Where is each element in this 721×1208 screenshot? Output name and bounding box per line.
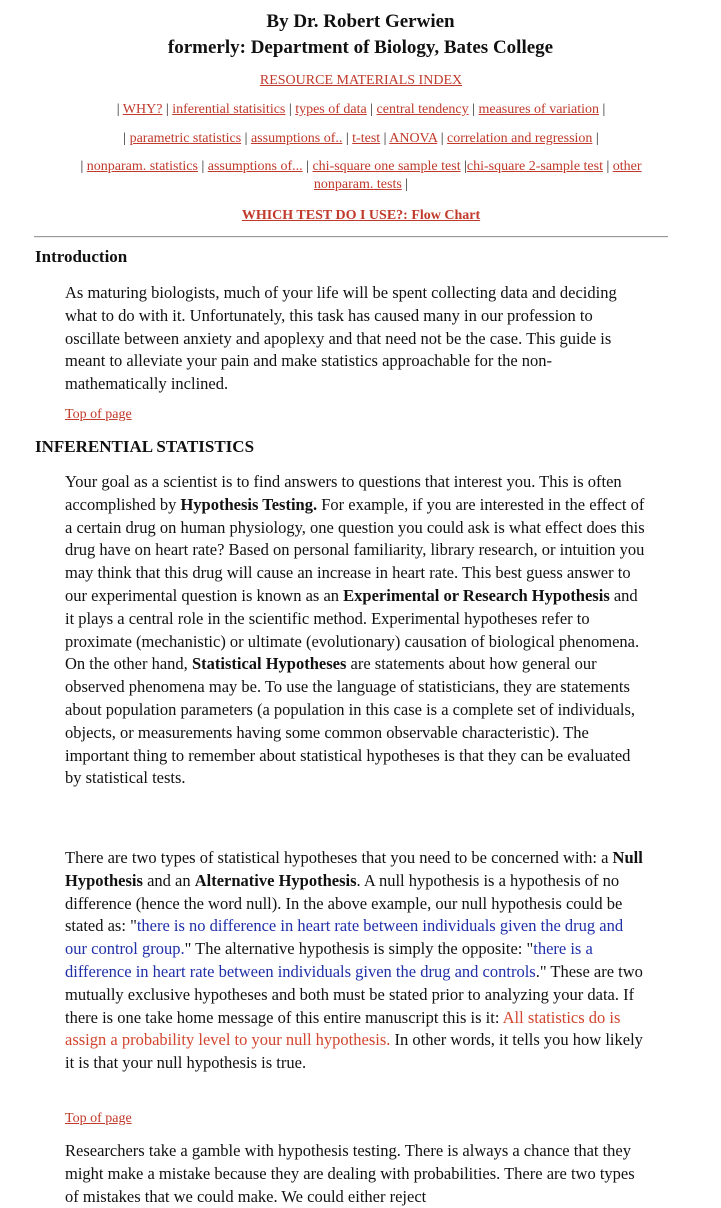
nav-link-anova[interactable]: ANOVA xyxy=(389,131,438,146)
top-of-page-link-2[interactable]: Top of page xyxy=(65,1111,132,1126)
affiliation-heading: formerly: Department of Biology, Bates College xyxy=(167,37,554,58)
nav-link-measures-of-variation[interactable]: measures of variation xyxy=(478,102,599,117)
introduction-paragraph: As maturing biologists, much of your life will be spent collecting data and deciding what to do with it. Unfortunately, this task has caused many in our profession to oscillate between anxiety and apoplexy and that need not be the case. This guide is meant to alleviate your pain and make statistics approachable for the non-mathematically inclined. xyxy=(65,283,617,394)
nav-row-1: | WHY? | inferential statisitics | types of data | central tendency | measures of variation | xyxy=(116,102,606,117)
nav-link-parametric-assumptions[interactable]: assumptions of.. xyxy=(250,131,343,146)
flowchart-nav xyxy=(50,207,672,225)
flowchart-link[interactable]: WHICH TEST DO I USE?: Flow Chart xyxy=(241,208,481,223)
null-hypothesis-paragraph: There are two types of statistical hypotheses that you need to be concerned with: a Null Hypothesis and an Alternative Hypothesis. A null hypothesis is a hypothesis of no difference (hence the word null). In the above example, our null hypothesis could be stated as: "there is no difference in heart rate between individuals given the drug and our control group." The alternative hypothesis is simply the opposite: "there is a difference in heart rate between individuals given the drug and controls." These are two mutually exclusive hypotheses and both must be stated prior to analyzing your data. If there is one take home message of this entire manuscript this is it: All statistics do is assign a probability level to your null hypothesis. In other words, it tells you how likely it is that your null hypothesis is true. xyxy=(65,848,643,1073)
resource-index-link[interactable]: RESOURCE MATERIALS INDEX xyxy=(259,73,463,88)
nav-link-chi-square-two-sample[interactable]: chi-square 2-sample test xyxy=(466,159,603,174)
nav-link-nonparam-statistics[interactable]: nonparam. statistics xyxy=(86,159,198,174)
nav-row-3: | nonparam. statistics | assumptions of... | chi-square one sample test |chi-square 2-sample test | other nonparam. tests | xyxy=(80,159,642,192)
nav-link-central-tendency[interactable]: central tendency xyxy=(376,102,469,117)
alternative-hypothesis-example: there is a difference in heart rate between individuals given the drug and controls xyxy=(65,939,593,981)
hypothesis-gamble-paragraph: Researchers take a gamble with hypothesis testing. There is always a chance that they might make a mistake because they are dealing with probabilities. There are two types of mistakes that we could make. We could either reject xyxy=(65,1141,635,1206)
term-experimental-hypothesis: Experimental or Research Hypothesis xyxy=(343,585,610,605)
term-null-hypothesis: Null Hypothesis xyxy=(65,848,643,890)
nav-link-chi-square-one-sample[interactable]: chi-square one sample test xyxy=(312,159,461,174)
hypothesis-testing-paragraph: Your goal as a scientist is to find answers to questions that interest you. This is often accomplished by Hypothesis Testing. For example, if you are interested in the effect of a certain drug on human physiology, one question you could ask is what effect does this drug have on heart rate? Based on personal familiarity, library research, or intuition you may think that this drug will cause an increase in heart rate. This best guess answer to our experimental question is known as an Experimental or Research Hypothesis and it plays a central role in the scientific method. Experimental hypotheses refer to proximate (mechanistic) or ultimate (evolutionary) causation of biological phenomena. On the other hand, Statistical Hypotheses are statements about how general our observed phenomena may be. To use the language of statisticians, they are statements about population parameters (a population in this case is a complete set of individuals, objects, or measurements having some common observable characteristic). The important thing to remember about statistical hypotheses is that they can be evaluated by statistical tests. xyxy=(65,472,645,788)
author-heading: By Dr. Robert Gerwien xyxy=(266,11,455,32)
null-hypothesis-example: there is no difference in heart rate between individuals given the drug and our control group. xyxy=(65,916,624,959)
nav-link-inferential[interactable]: inferential statisitics xyxy=(172,102,286,117)
nav-link-types-of-data[interactable]: types of data xyxy=(295,102,367,117)
nav-link-t-test[interactable]: t-test xyxy=(352,131,381,146)
inferential-statistics-heading: INFERENTIAL STATISTICS xyxy=(35,437,255,456)
nav-link-nonparam-assumptions[interactable]: assumptions of... xyxy=(207,159,303,174)
term-statistical-hypotheses: Statistical Hypotheses xyxy=(191,654,347,674)
term-hypothesis-testing: Hypothesis Testing. xyxy=(180,494,318,514)
nav-row-2: | parametric statistics | assumptions of.. | t-test | ANOVA | correlation and regression | xyxy=(123,131,599,146)
divider xyxy=(34,236,668,238)
nav-link-other-nonparam-tests[interactable]: other nonparam. tests xyxy=(313,159,642,192)
introduction-heading: Introduction xyxy=(35,247,128,266)
term-alternative-hypothesis: Alternative Hypothesis xyxy=(194,870,357,890)
nav-link-parametric-statistics[interactable]: parametric statistics xyxy=(129,131,242,146)
nav-link-correlation-regression[interactable]: correlation and regression xyxy=(447,131,593,146)
key-message: All statistics do is assign a probability level to your null hypothesis. xyxy=(65,1007,621,1050)
nav-link-why[interactable]: WHY? xyxy=(122,102,163,117)
resource-index-nav xyxy=(50,72,672,90)
top-of-page-link-1[interactable]: Top of page xyxy=(65,407,132,422)
